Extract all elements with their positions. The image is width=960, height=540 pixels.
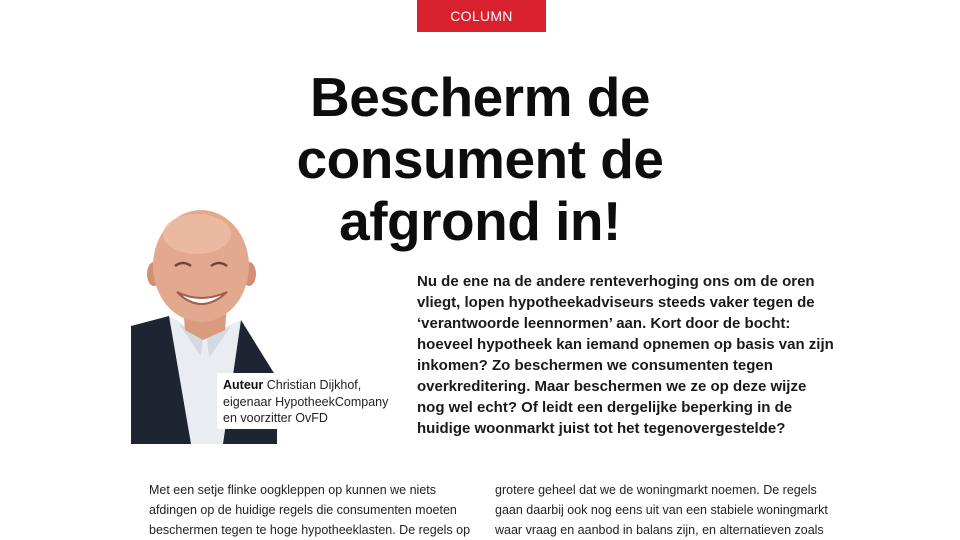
- body-line: grotere geheel dat we de woningmarkt noemen. De regels: [495, 483, 817, 497]
- body-line: Met een setje flinke oogkleppen op kunnen we niets: [149, 483, 436, 497]
- body-column-right: [495, 480, 828, 540]
- intro-line: huidige woonmarkt juist tot het tegenovergestelde?: [417, 420, 786, 437]
- author-caption: [217, 373, 392, 429]
- author-label: Auteur: [223, 378, 264, 392]
- author-caption-line: [223, 377, 386, 394]
- author-name: Christian Dijkhof,: [266, 378, 362, 392]
- intro-line: nog wel echt? Of leidt een dergelijke beperking in de: [417, 399, 793, 416]
- headline-line: consument de: [296, 128, 664, 190]
- intro-line: Nu de ene na de andere renteverhoging ons om de oren: [417, 273, 815, 290]
- intro-line: overkreditering. Maar beschermen we ze op deze wijze: [417, 378, 807, 395]
- article-intro: [417, 271, 834, 439]
- body-line: gaan daarbij ook nog eens uit van een stabiele woningmarkt: [495, 503, 828, 517]
- body-column-left: [149, 480, 479, 540]
- intro-line: vliegt, lopen hypotheekadviseurs steeds vaker tegen de: [417, 294, 815, 311]
- intro-line: hoeveel hypotheek kan iemand opnemen op basis van zijn: [417, 336, 834, 353]
- author-role: en voorzitter OvFD: [223, 411, 328, 425]
- body-line: beschermen tegen te hoge hypotheeklasten. De regels op: [149, 523, 471, 537]
- headline-line: Bescherm de: [310, 66, 650, 128]
- author-role: eigenaar HypotheekCompany: [223, 394, 389, 409]
- body-line: waar vraag en aanbod in balans zijn, en alternatieven zoals: [495, 523, 824, 537]
- intro-line: inkomen? Zo beschermen we consumenten tegen: [417, 357, 773, 374]
- body-line: afdingen op de huidige regels die consumenten moeten: [149, 503, 457, 517]
- headline-line: afgrond in!: [339, 190, 621, 252]
- intro-line: ‘verantwoorde leennormen’ aan. Kort door de bocht:: [417, 315, 791, 332]
- section-tag: COLUMN: [417, 0, 546, 32]
